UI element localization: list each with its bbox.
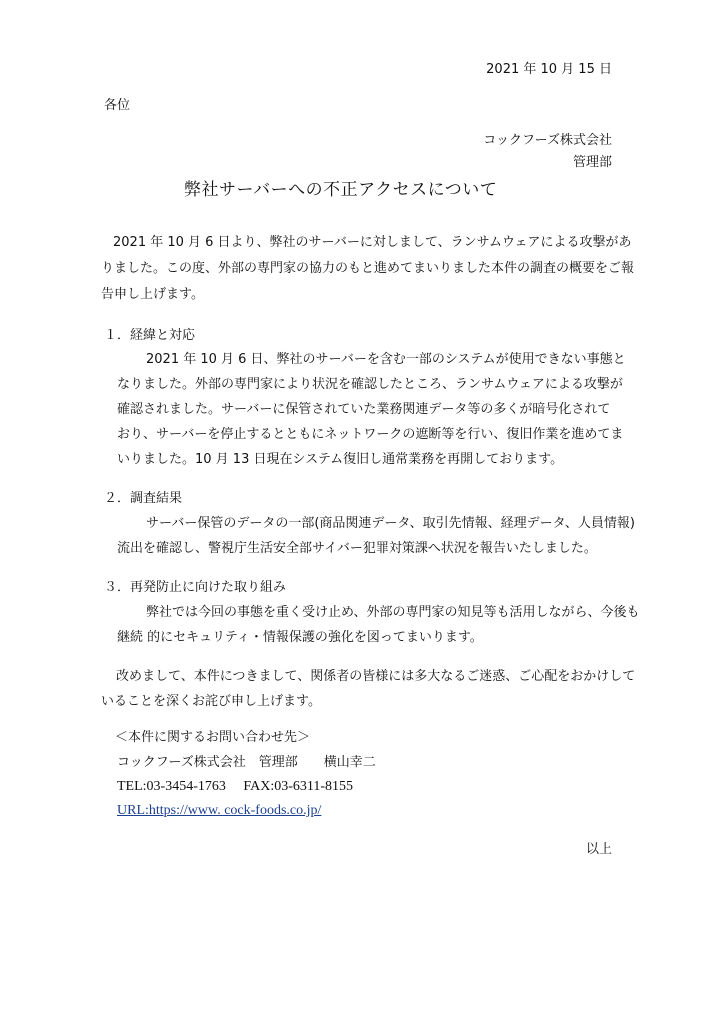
section-2-heading: ２．調査結果 [104, 491, 183, 506]
section-3-heading: ３．再発防止に向けた取り組み [104, 580, 287, 595]
section-1-line-5: いりました。10 月 13 日現在システム復旧し通常業務を再開しております。 [117, 452, 564, 467]
apology-line-1: 改めまして、本件につきまして、関係者の皆様には多大なるご迷惑、ご心配をおかけして [116, 669, 636, 684]
company-name: コックフーズ株式会社 [483, 133, 612, 148]
section-1-heading: １．経緯と対応 [104, 328, 196, 343]
section-1-line-1: 2021 年 10 月 6 日、弊社のサーバーを含む一部のシステムが使用できない事態と [146, 352, 626, 367]
intro-line-3: 告申し上げます。 [101, 287, 204, 302]
contact-phone-fax: TEL:03-3454-1763 FAX:03-6311-8155 [117, 779, 354, 794]
section-1-line-3: 確認されました。サーバーに保管されていた業務関連データ等の多くが暗号化されて [117, 402, 611, 417]
website-link[interactable]: URL:https://www. cock-foods.co.jp/ [117, 803, 322, 818]
date: 2021 年 10 月 15 日 [486, 62, 612, 77]
contact-person: コックフーズ株式会社 管理部 横山幸二 [117, 755, 376, 770]
apology-line-2: いることを深くお詫び申し上げます。 [101, 694, 321, 709]
section-1-line-2: なりました。外部の専門家により状況を確認したところ、ランサムウェアによる攻撃が [117, 377, 623, 392]
section-3-line-1: 弊社では今回の事態を重く受け止め、外部の専門家の知見等も活用しながら、今後も [146, 605, 640, 620]
contact-heading: ＜本件に関するお問い合わせ先＞ [115, 730, 311, 745]
section-3-line-2: 継続 的にセキュリティ・情報保護の強化を図ってまいります。 [117, 630, 483, 645]
department-name: 管理部 [572, 155, 612, 170]
page-title: 弊社サーバーへの不正アクセスについて [184, 180, 498, 200]
addressee: 各位 [104, 98, 131, 113]
intro-line-1: 2021 年 10 月 6 日より、弊社のサーバーに対しまして、ランサムウェアによる攻撃があ [113, 235, 632, 250]
closing-text: 以上 [585, 842, 612, 857]
intro-line-2: りました。この度、外部の専門家の協力のもと進めてまいりました本件の調査の概要をご報 [101, 261, 635, 276]
section-2-line-1: サーバー保管のデータの一部(商品関連データ、取引先情報、経理データ、人員情報) [146, 516, 635, 531]
section-1-line-4: おり、サーバーを停止するとともにネットワークの遮断等を行い、復旧作業を進めてま [117, 427, 624, 442]
section-2-line-2: 流出を確認し、警視庁生活安全部サイバー犯罪対策課へ状況を報告いたしました。 [117, 541, 597, 556]
